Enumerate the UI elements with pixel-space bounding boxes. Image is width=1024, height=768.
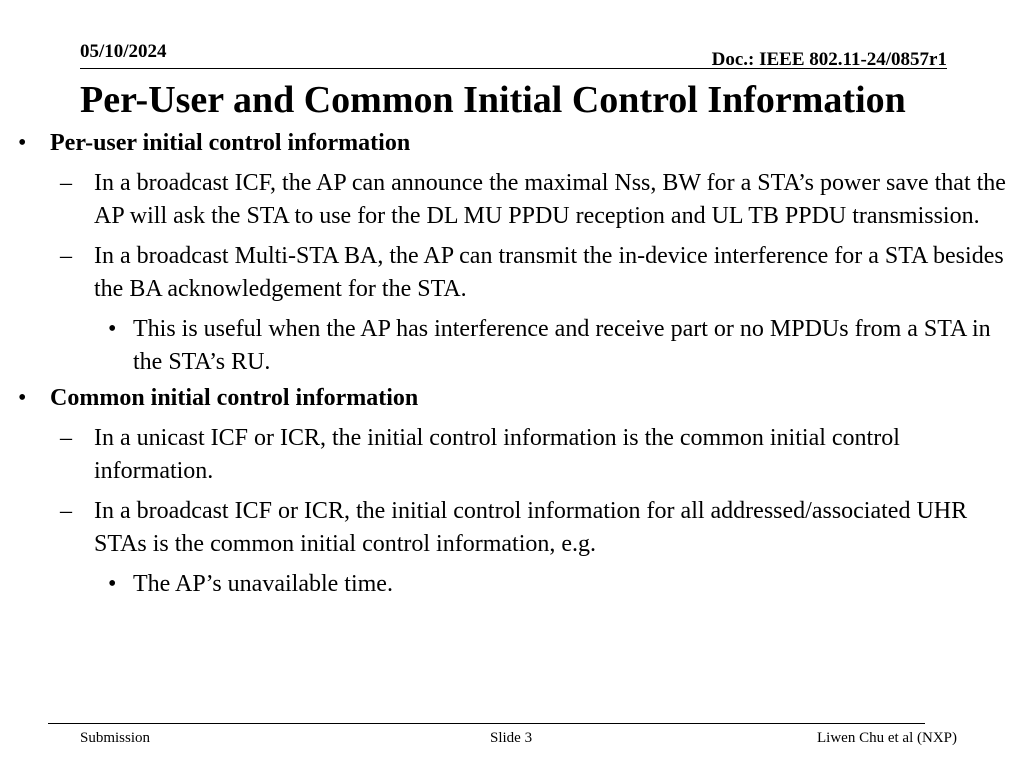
list-item [60,422,1009,488]
dash-marker: – [60,425,72,451]
slide-title: Per-User and Common Initial Control Information [80,79,906,121]
list-item [60,495,1009,561]
list-item-text: In a broadcast ICF, the AP can announce the maximal Nss, BW for a STA’s power save that the AP will ask the STA to use for the DL MU PPDU reception and UL TB PPDU transmission. [94,170,1006,229]
header-doc-id: Doc.: IEEE 802.11-24/0857r1 [711,49,947,70]
dash-marker: – [60,498,72,524]
list-item-text: In a unicast ICF or ICR, the initial control information is the common initial control information. [94,425,900,484]
sub-list-item-text: This is useful when the AP has interference and receive part or no MPDUs from a STA in the STA’s RU. [133,316,991,375]
dash-marker: – [60,243,72,269]
section-heading-text: Common initial control information [50,385,419,411]
sub-list-item-text: The AP’s unavailable time. [133,571,393,597]
list-item-text: In a broadcast Multi-STA BA, the AP can transmit the in-device interference for a STA besides the BA acknowledgement for the STA. [94,243,1004,302]
bullet-marker: • [18,385,27,411]
section-heading-text: Per-user initial control information [50,130,411,156]
list-item-text: In a broadcast ICF or ICR, the initial control information for all addressed/associated UHR STAs is the common initial control information, e.g. [94,498,968,557]
dash-marker: – [60,170,72,196]
sub-list-item [108,313,1005,379]
footer-author: Liwen Chu et al (NXP) [817,730,957,746]
section-heading-common [18,381,1005,415]
footer-slide-number: Slide 3 [490,730,533,746]
list-item [60,240,1009,306]
bullet-marker: • [108,316,117,342]
section-heading-per-user [18,126,1005,160]
header-divider [80,68,947,69]
bullet-marker: • [108,571,117,597]
sub-list-item [108,568,1005,601]
slide-body [0,124,1024,601]
footer-submission: Submission [80,730,151,746]
bullet-marker: • [18,130,27,156]
list-item [60,167,1009,233]
header-date: 05/10/2024 [80,41,167,62]
footer-divider [48,723,925,724]
